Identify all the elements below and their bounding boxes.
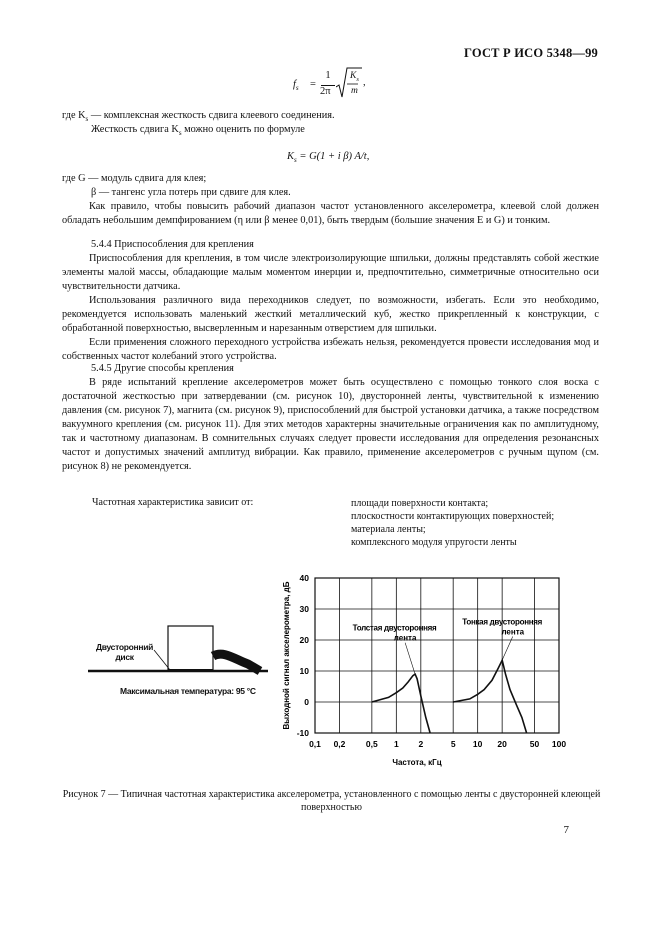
depends-item: плоскостности контактирующих поверхностей;: [351, 511, 555, 522]
y-tick-label: 10: [299, 666, 309, 676]
x-tick-label: 20: [497, 739, 507, 749]
disk-label: Двусторонний диск: [96, 642, 154, 662]
max-temperature: Максимальная температура: 95 °C: [120, 686, 256, 696]
cable: [213, 654, 260, 671]
x-tick-label: 0,5: [365, 739, 378, 749]
section-5-4-4: 5.4.4 Приспособления для крепления: [91, 239, 254, 250]
resonance-formula: $f_s$ = 1 2π $K_s$ m ,: [293, 70, 366, 97]
shear-stiffness-text: Жесткость сдвига $K_s$ можно оценить по формуле: [91, 124, 305, 138]
x-tick-label: 5: [450, 739, 456, 749]
series-line-1: [372, 674, 430, 733]
annotation-leader: [405, 643, 415, 674]
document-header: ГОСТ Р ИСО 5348—99: [464, 46, 598, 60]
shear-formula: $K_s = G(1 + i$ β) A/t,: [287, 151, 370, 165]
series-annotation-2: лента: [393, 633, 417, 643]
y-tick-label: 20: [299, 635, 309, 645]
page-number: 7: [563, 824, 569, 836]
depends-item: площади поверхности контакта;: [351, 498, 489, 509]
x-tick-label: 0,1: [309, 739, 321, 749]
plot-frame: [315, 578, 559, 733]
x-axis-label: Частота, кГц: [392, 758, 442, 767]
paragraph-adhesive: Как правило, чтобы повысить рабочий диапазон частот установленного акселерометра, клеевой слой должен обладать небольшим демпфированием (η или β менее 0,01), быть твердым (большие значения E и G) и тонким.: [62, 201, 599, 226]
paragraph-other-methods: В ряде испытаний крепление акселерометров может быть осуществлено с помощью тонкого слоя воска с достаточной жесткостью при затвердевании (см. рисунок 10), двусторонней ленты, чувствительной к изменению давления (см. рисунок 7), магнита (см. рисунок 9), приспособлений для быстрой установки датчика, а также посредством вакуумного крепления (см. рисунок 11). Для этих методов характерны значительные ограничения как по амплитудному, так и частотному диапазонам. В сомнительных случаях следует провести исследования для определения резонансных частот и допустимых значений амплитуд вибрации. Как правило, применение акселерометров с ручным щупом (см. рисунок 8) не рекомендуется.: [62, 377, 599, 472]
where-g: где G — модуль сдвига для клея;: [62, 173, 207, 184]
y-tick-label: 0: [304, 697, 309, 707]
paragraph-fixtures: Приспособления для крепления, в том числе электроизолирующие шпильки, должны представлять собой жесткие элементы малой массы, обладающие малым моментом инерции и, предпочтительно, симметричные относительно оси чувствительности датчика.: [62, 253, 599, 292]
x-tick-label: 50: [529, 739, 540, 749]
series-annotation: Тонкая двусторонняя: [462, 617, 543, 627]
y-tick-label: 40: [299, 573, 309, 583]
section-5-4-5: 5.4.5 Другие способы крепления: [91, 363, 234, 374]
y-tick-label: -10: [296, 728, 309, 738]
where-ks: где $K_s$ — комплексная жесткость сдвига клеевого соединения.: [62, 110, 335, 124]
frequency-response-chart: [270, 568, 575, 773]
y-axis-label: Выходной сигнал акселерометра, дБ: [282, 581, 291, 730]
x-tick-label: 1: [393, 739, 399, 749]
depends-list: [351, 497, 554, 549]
paragraph-complex-adapter: Если применения сложного переходного устройства избежать нельзя, рекомендуется провести исследования мод и собственных частот колебаний этого устройства.: [62, 337, 599, 362]
depends-item: комплексного модуля упругости ленты: [351, 537, 517, 548]
accelerometer-body: [168, 626, 213, 671]
series-annotation: Толстая двусторонняя: [352, 623, 437, 633]
y-tick-label: 30: [299, 604, 309, 614]
series-annotation-2: лента: [501, 627, 525, 637]
paragraph-adapters: Использования различного вида переходников следует, по возможности, избегать. Если это необходимо, рекомендуется использовать маленький жесткий металлический куб, жестко прикрепленный к конструкции, с обработанной поверхностью, высверленным и нарезанным отверстием для шпильки.: [62, 295, 599, 334]
x-tick-label: 100: [551, 739, 567, 749]
depends-item: материала ленты;: [351, 524, 426, 535]
x-tick-label: 2: [418, 739, 424, 749]
x-tick-label: 0,2: [333, 739, 346, 749]
double-sided-disk: [168, 669, 213, 672]
where-beta: β — тангенс угла потерь при сдвиге для клея.: [91, 187, 291, 198]
depends-label: Частотная характеристика зависит от:: [92, 497, 254, 508]
x-tick-label: 10: [472, 739, 483, 749]
figure-caption: Рисунок 7 — Типичная частотная характеристика акселерометра, установленного с помощью ленты с двусторонней клеющей поверхностью: [62, 789, 601, 813]
